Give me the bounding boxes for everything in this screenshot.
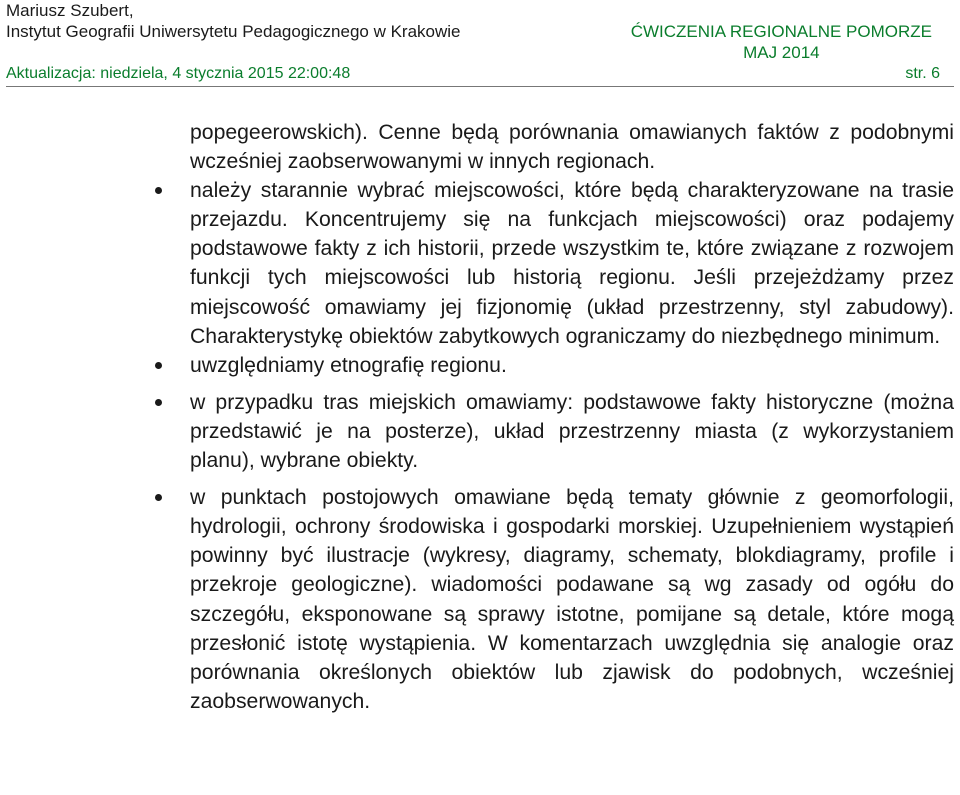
bullet-text: uwzględniamy etnografię regionu. (190, 353, 507, 377)
header-update-timestamp: Aktualizacja: niedziela, 4 stycznia 2015 22:00:48 (6, 65, 351, 82)
page-header (6, 0, 954, 92)
header-doc-date: MAJ 2014 (743, 43, 820, 62)
bullet-dot-icon (155, 362, 162, 369)
bullet-item (190, 388, 954, 475)
header-author-block (6, 0, 461, 42)
bullet-item (190, 176, 954, 351)
paragraph-spacer (190, 475, 954, 483)
bullet-text: należy starannie wybrać miejscowości, które będą charakteryzowane na trasie przejazdu. Koncentrujemy się na funkcjach miejscowości) oraz podajemy podstawowe fakty z ich historii, przede wszystkim te, które związane z rozwojem funkcji tych miejscowości lub historią regionu. Jeśli przejeżdżamy przez miejscowość omawiamy jej fizjonomię (układ przestrzenny, styl zabudowy). Charakterystykę obiektów zabytkowych ograniczamy do niezbędnego minimum. (190, 179, 954, 348)
header-document-title-block (631, 21, 932, 63)
bullet-item (190, 351, 954, 380)
bullet-text: w przypadku tras miejskich omawiamy: podstawowe fakty historyczne (można przedstawić je na posterze), układ przestrzenny miasta (z wykorzystaniem planu), wybrane obiekty. (190, 390, 954, 473)
continuation-paragraph: popegeerowskich). Cenne będą porównania omawianych faktów z podobnymi wcześniej zaobserwowanymi w innych regionach. (190, 121, 954, 174)
header-author: Mariusz Szubert, (6, 1, 134, 20)
bullet-dot-icon (155, 399, 162, 406)
document-body (190, 118, 954, 716)
header-divider (6, 86, 954, 87)
header-doc-title: ĆWICZENIA REGIONALNE POMORZE (630, 22, 932, 41)
header-institution: Instytut Geografii Uniwersytetu Pedagogicznego w Krakowie (6, 22, 461, 41)
header-page-number: str. 6 (905, 65, 940, 82)
bullet-dot-icon (155, 187, 162, 194)
paragraph-spacer (190, 380, 954, 388)
bullet-text: w punktach postojowych omawiane będą tematy głównie z geomorfologii, hydrologii, ochrony środowiska i gospodarki morskiej. Uzupełnieniem wystąpień powinny być ilustracje (wykresy, diagramy, schematy, blokdiagramy, profile i przekroje geologiczne). wiadomości podawane są wg zasady od ogółu do szczegółu, eksponowane są sprawy istotne, pomijane są detale, które mogą przesłonić istotę wystąpienia. W komentarzach uwzględnia się analogie oraz porównania określonych obiektów lub zjawisk do podobnych, wcześniej zaobserwowanych. (190, 486, 954, 713)
bullet-item (190, 483, 954, 716)
bullet-dot-icon (155, 494, 162, 501)
